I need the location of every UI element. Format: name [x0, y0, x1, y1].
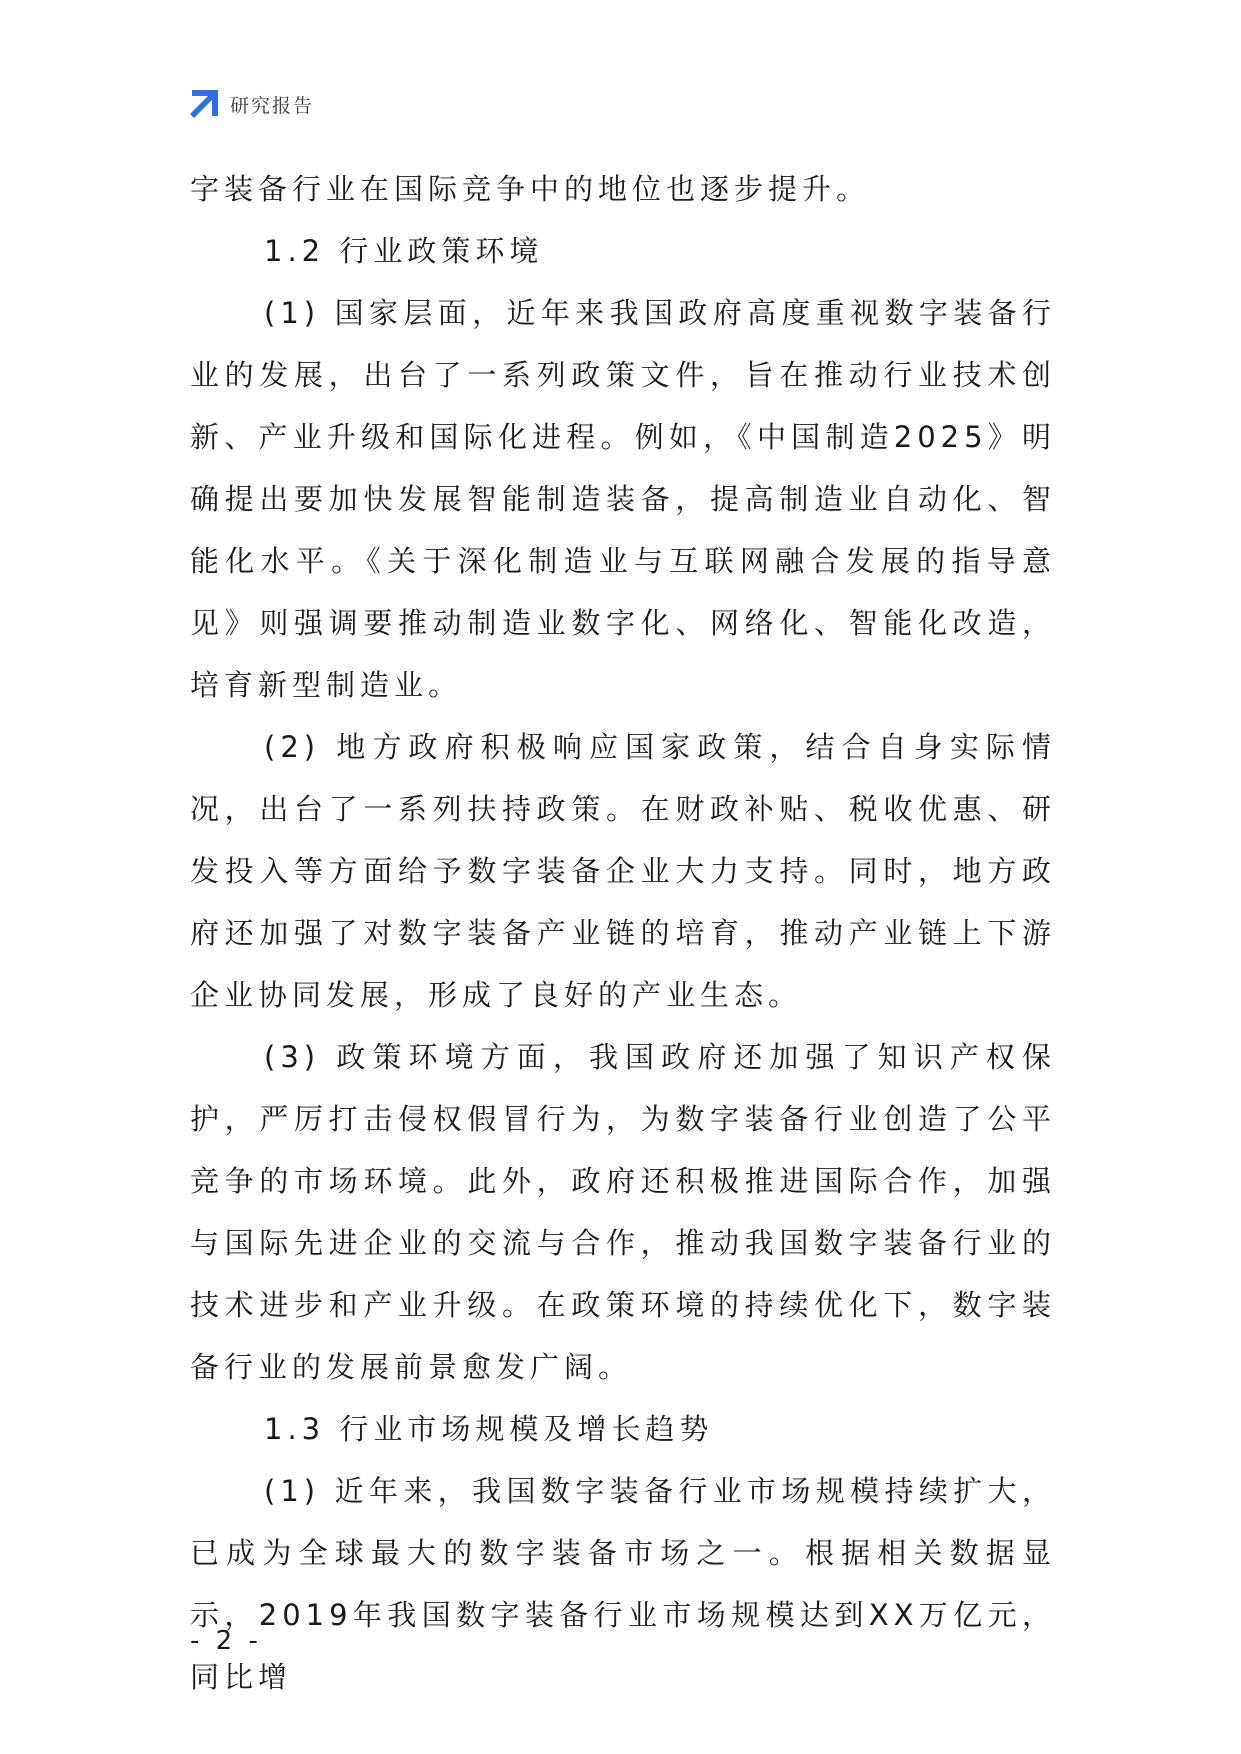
- report-title: 研究报告: [230, 94, 315, 117]
- paragraph-1: (1) 国家层面，近年来我国政府高度重视数字装备行业的发展，出台了一系列政策文件，旨在推动行业技术创新、产业升级和国际化进程。例如，《中国制造2025》明确提出要加快发展智能制造装备，提高制造业自动化、智能化水平。《关于深化制造业与互联网融合发展的指导意见》则强调要推动制造业数字化、网络化、智能化改造，培育新型制造业。: [190, 296, 1056, 702]
- document-body: [190, 158, 1056, 1708]
- paragraph-4: (1) 近年来，我国数字装备行业市场规模持续扩大，已成为全球最大的数字装备市场之一。根据相关数据显示，2019年我国数字装备行业市场规模达到XX万亿元，同比增: [190, 1474, 1056, 1694]
- paragraph-continued: 字装备行业在国际竞争中的地位也逐步提升。: [190, 172, 871, 206]
- section-heading-1-2: 1.2 行业政策环境: [264, 234, 544, 268]
- page-number: - 2 -: [190, 1626, 262, 1656]
- arrow-logo-icon: [188, 88, 220, 120]
- page-header: [188, 87, 314, 121]
- paragraph-2: (2) 地方政府积极响应国家政策，结合自身实际情况，出台了一系列扶持政策。在财政补贴、税收优惠、研发投入等方面给予数字装备企业大力支持。同时，地方政府还加强了对数字装备产业链的培育，推动产业链上下游企业协同发展，形成了良好的产业生态。: [190, 730, 1056, 1012]
- section-heading-1-3: 1.3 行业市场规模及增长趋势: [264, 1412, 714, 1446]
- paragraph-3: (3) 政策环境方面，我国政府还加强了知识产权保护，严厉打击侵权假冒行为，为数字装备行业创造了公平竞争的市场环境。此外，政府还积极推进国际合作，加强与国际先进企业的交流与合作，推动我国数字装备行业的技术进步和产业升级。在政策环境的持续优化下，数字装备行业的发展前景愈发广阔。: [190, 1040, 1056, 1384]
